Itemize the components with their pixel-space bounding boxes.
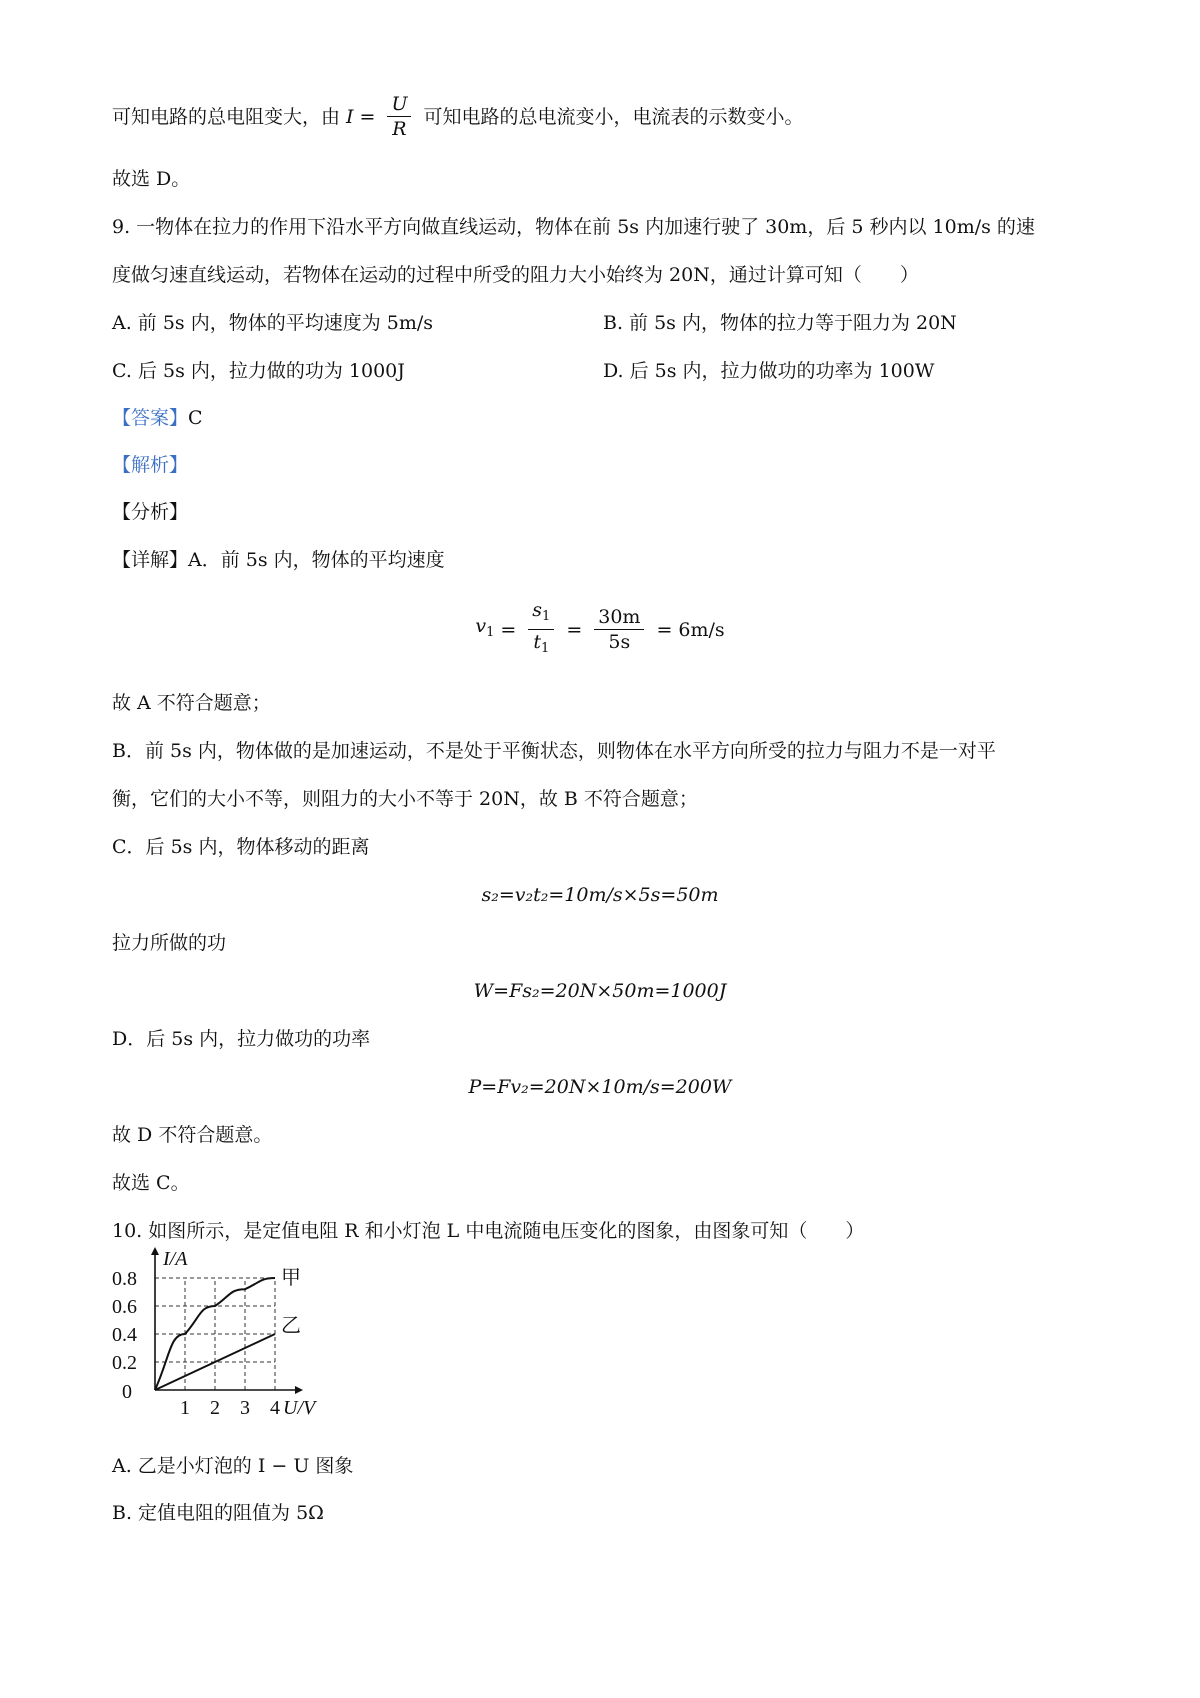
fraction-U-over-R [387,92,411,141]
eq1-frac-s-over-t: $\frac{s_1}{t_1}$ [528,598,554,661]
q9-option-c: C. 后 5s 内，拉力做的功为 1000J [112,360,405,382]
x-axis-label: U/V [283,1397,316,1419]
q9-stem-line2: 度做匀速直线运动，若物体在运动的过程中所受的阻力大小始终为 20N，通过计算可知（ ） [112,264,919,286]
equation-average-speed: $v_1$ = $\frac{s_1}{t_1}$ = $\frac{30m}{5s}$ = 6m/s [0,598,1200,661]
text-line-1 [112,92,803,141]
eq1-v: $v_1$ [475,615,495,640]
fraction-denominator: R [392,118,407,140]
q9-option-a: A. 前 5s 内，物体的平均速度为 5m/s [112,312,434,334]
x-tick-label: 3 [240,1397,250,1419]
text-d-line1: D．后 5s 内，拉力做功的功率 [112,1028,371,1050]
x-tick-label: 2 [210,1397,220,1419]
q10-option-b: B. 定值电阻的阻值为 5Ω [112,1502,324,1524]
series-jia-label: 甲 [281,1267,301,1289]
eq1-frac-values: $\frac{30m}{5s}$ [594,605,644,654]
y-tick-label: 0.2 [112,1352,137,1374]
equation-power: P=Fv₂=20N×10m/s=200W [468,1076,732,1098]
text-not-a: 故 A 不符合题意； [112,692,271,714]
fenxi-tag: 【分析】 [112,501,189,523]
x-tick-label: 1 [180,1397,190,1419]
equation-distance: s₂=v₂t₂=10m/s×5s=50m [481,884,719,906]
y-axis-label: I/A [163,1248,188,1270]
y-tick-label: 0.4 [112,1324,137,1346]
graph-grid [155,1278,275,1390]
detail-line: 【详解】A．前 5s 内，物体的平均速度 [112,549,445,571]
equation-work: W=Fs₂=20N×50m=1000J [473,980,727,1002]
q9-option-d: D. 后 5s 内，拉力做功的功率为 100W [603,360,935,382]
answer-value: C [188,407,203,429]
text-c-line1: C．后 5s 内，物体移动的距离 [112,836,370,858]
y-tick-label: 0.6 [112,1296,137,1318]
fraction-numerator: U [387,92,411,117]
origin-label: 0 [122,1381,132,1403]
eq1-result: = 6m/s [656,618,725,641]
q10-option-a: A. 乙是小灯泡的 I − U 图象 [112,1455,354,1477]
answer-tag: 【答案】 [112,407,189,429]
text-select-c: 故选 C。 [112,1172,190,1194]
x-tick-label: 4 [270,1397,280,1419]
q10-stem: 10. 如图所示，是定值电阻 R 和小灯泡 L 中电流随电压变化的图象，由图象可知（ ） [112,1220,865,1242]
text-l1-post: 可知电路的总电流变小，电流表的示数变小。 [423,105,804,128]
x-axis-arrow [295,1386,303,1394]
text-l1-pre: 可知电路的总电阻变大，由 [112,105,341,128]
analysis-tag: 【解析】 [112,454,189,476]
text-b-line1: B．前 5s 内，物体做的是加速运动，不是处于平衡状态，则物体在水平方向所受的拉力与阻力不是一对平 [112,740,996,762]
answer-line [112,405,203,431]
y-tick-label: 0.8 [112,1268,137,1290]
text-b-line2: 衡，它们的大小不等，则阻力的大小不等于 20N，故 B 不符合题意； [112,788,698,810]
equals-sign: = [359,105,376,128]
text-not-d: 故 D 不符合题意。 [112,1124,273,1146]
y-axis-arrow [151,1247,159,1255]
series-yi-label: 乙 [281,1315,301,1337]
q9-stem-line1: 9. 一物体在拉力的作用下沿水平方向做直线运动，物体在前 5s 内加速行驶了 30m，后 5 秒内以 10m/s 的速 [112,216,1035,238]
iu-graph [110,1245,350,1425]
q9-option-b: B. 前 5s 内，物体的拉力等于阻力为 20N [603,312,957,334]
text-select-d: 故选 D。 [112,168,191,190]
text-work: 拉力所做的功 [112,932,227,954]
var-I: I [346,105,354,128]
